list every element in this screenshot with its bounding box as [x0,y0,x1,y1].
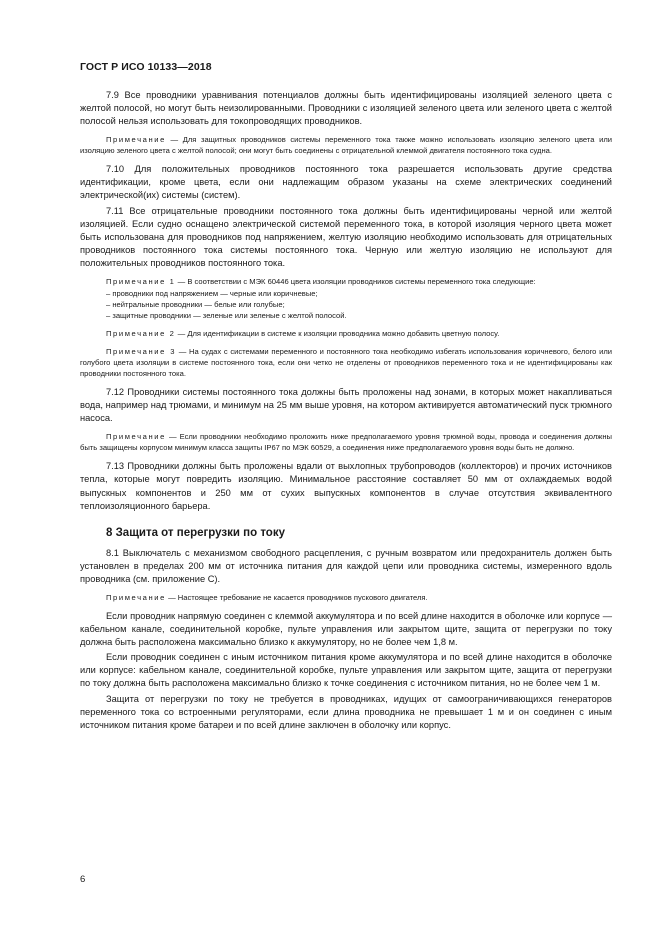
document-body [80,89,612,734]
note-7-11-1 [80,276,612,287]
paragraph-other-source-connection: Если проводник соединен с иным источником питания кроме аккумулятора и по всей длине находится в оболочке или корпусе: кабельном канале, соединительной коробке, пульте управления или закрытом щите, защита от перегрузки по току должна быть расположена максимально близко к точке соединения с источником питания, но не более чем 1 м. [80,652,612,689]
note-text: — Для защитных проводников системы переменного тока также можно использовать изоляцию зеленого цвета или изоляцию зеленого цвета с желтой полосой; они могут быть соединены с отрицательной клеммой двигателя постоянного тока судна. [80,135,612,156]
clause-7-11: 7.11 Все отрицательные проводники постоянного тока должны быть идентифицированы черной или желтой изоляцией. Если судно оснащено электрической системой переменного тока, в которой изоляция черного цвета может быть использована для проводников под напряжением, желтую изоляцию необходимо использовать для отрицательных проводников постоянного тока системы постоянного тока. Черную или желтую изоляцию не используют для положительных проводников постоянного тока. [80,205,612,268]
note-label: Примечание [106,135,166,145]
note-7-9 [80,134,612,156]
section-8-heading: 8 Защита от перегрузки по току [106,526,285,539]
clause-7-10: 7.10 Для положительных проводников постоянного тока разрешается использовать другие средства идентификации, кроме цвета, если они надлежащим образом указаны на схеме электрических соединений электрической(их) системы (систем). [80,164,612,201]
paragraph-battery-connection: Если проводник напрямую соединен с клеммой аккумулятора и по всей длине находится в оболочке или корпусе — кабельном канале, соединительной коробке, пульте управления или закрытом щите, защита от перегрузки по току должна быть расположена максимально близко к аккумулятору, но не более чем 1,8 м. [80,610,612,648]
note-label: Примечание [106,432,166,442]
note-label: Примечание [106,592,166,602]
page-number: 6 [80,874,86,885]
note-text: — Если проводники необходимо проложить ниже предполагаемого уровня трюмной воды, провода и соединения должны быть защищены корпусом минимум класса защиты IP67 по МЭК 60529, а соединения ниже предполагаемого уровня воды быть не должно. [80,432,612,453]
list-item: – защитные проводники — зеленые или зеленые с желтой полосой. [106,311,347,321]
clause-7-12: 7.12 Проводники системы постоянного тока должны быть проложены над зонами, в которых может накапливаться вода, например над трюмами, и минимум на 25 мм выше уровня, на котором активируется автоматический пуск трюмного насоса. [80,387,612,424]
clause-7-9: 7.9 Все проводники уравнивания потенциалов должны быть идентифицированы изоляцией зеленого цвета с желтой полосой, но могут быть неизолированными. Проводники с изоляцией зеленого цвета или зеленого цвета с желтой полосой нельзя использовать для токопроводящих проводников. [80,90,612,127]
note-8-1 [80,592,612,603]
note-text: — Для идентификации в системе к изоляции проводника можно добавить цветную полосу. [175,329,500,339]
note-7-11-2 [80,328,612,339]
note-7-11-3 [80,346,612,379]
note-label: Примечание 2 [106,329,176,339]
list-item: – нейтральные проводники — белые или голубые; [106,300,285,310]
document-header: ГОСТ Р ИСО 10133—2018 [80,61,212,73]
note-label: Примечание 3 [106,347,177,357]
clause-7-13: 7.13 Проводники должны быть проложены вдали от выхлопных трубопроводов (коллекторов) и прочих источников тепла, которые могут повредить изоляцию. Минимальное расстояние составляет 50 мм от охлаждаемых водой выпускных компонентов и 250 мм от сухих выпускных компонентов в случае отсутствия эквивалентного теплоизоляционного барьера. [80,461,612,511]
note-text: — Настоящее требование не касается проводников пускового двигателя. [165,592,428,602]
note-text: — В соответствии с МЭК 60446 цвета изоляции проводников системы переменного тока следующие: [175,277,536,287]
note-label: Примечание 1 [106,277,176,287]
note-7-12 [80,431,612,453]
list-item: – проводники под напряжением — черные или коричневые; [106,289,318,299]
note-text: — На судах с системами переменного и постоянного тока необходимо избегать использования коричневого, белого или голубого цвета изоляции в системе постоянного тока, если они четко не отделены от проводников переменного тока и не идентифицированы как проводники постоянного тока. [80,347,612,379]
paragraph-generator-exemption: Защита от перегрузки по току не требуется в проводниках, идущих от самоограничивающихся генераторов переменного тока со встроенными регуляторами, если длина проводника не превышает 1 м и он соединен с иным источником питания кроме батареи и по всей длине заключен в оболочку или корпус. [80,693,612,730]
clause-8-1: 8.1 Выключатель с механизмом свободного расцепления, с ручным возвратом или предохранитель должен быть установлен в пределах 200 мм от источника питания для каждой цепи или проводника системы, измеренного вдоль проводника (см. приложение C). [80,547,612,584]
